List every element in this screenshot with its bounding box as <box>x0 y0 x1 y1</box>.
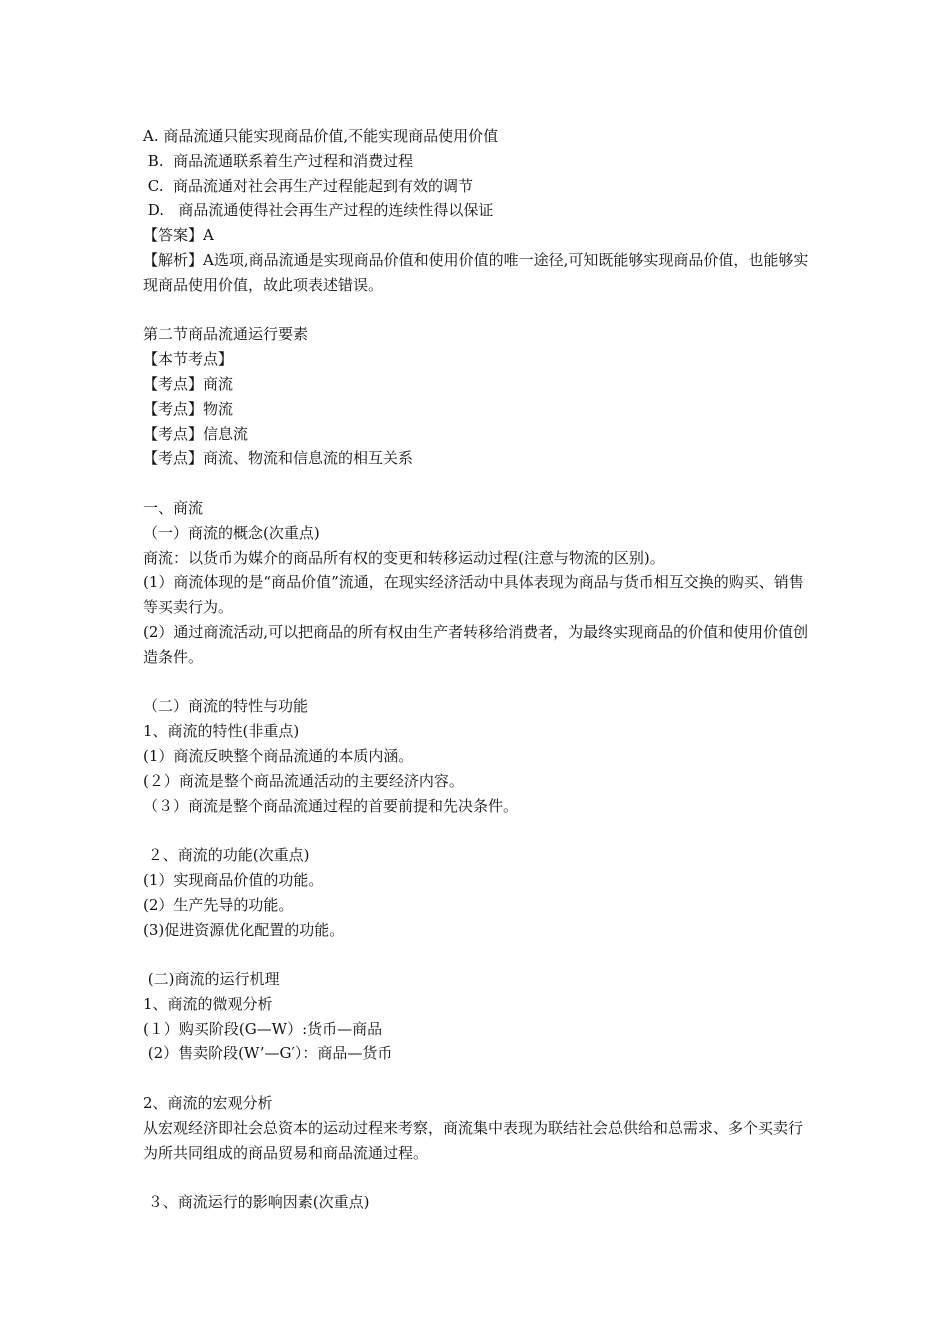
paragraph-gap <box>143 1066 815 1091</box>
heading-level-2: （二）商流的特性与功能 <box>143 697 309 716</box>
analysis-paragraph: 【解析】A选项,商品流通是实现商品价值和使用价值的唯一途径,可知既能够实现商品价值，也能够实现商品使用价值，故此项表述错误。 <box>143 250 809 294</box>
key-point-item: 【考点】信息流 <box>143 424 249 443</box>
paragraph-gap <box>143 1165 815 1190</box>
document-page <box>143 124 815 1215</box>
section-title: 第二节商品流通运行要素 <box>143 325 309 344</box>
heading-level-3: 1、商流的特性(非重点) <box>143 722 300 741</box>
option-d: D. 商品流通使得社会再生产过程的连续性得以保证 <box>143 201 494 220</box>
list-item: (2）通过商流活动,可以把商品的所有权由生产者转移给消费者，为最终实现商品的价值和使用价值创造条件。 <box>143 622 809 666</box>
question-options-block <box>143 124 815 298</box>
paragraph-gap <box>143 471 815 496</box>
list-item: (3)促进资源优化配置的功能。 <box>143 920 345 939</box>
heading-level-3: ２、商流的功能(次重点) <box>143 846 310 865</box>
option-b: B. 商品流通联系着生产过程和消费过程 <box>143 151 414 170</box>
key-point-item: 【考点】物流 <box>143 399 234 418</box>
heading-level-3: 1、商流的微观分析 <box>143 994 273 1013</box>
heading-level-2: (二)商流的运行机理 <box>143 970 280 989</box>
commercial-flow-concept-block <box>143 496 815 670</box>
commercial-flow-characteristics-block <box>143 694 815 818</box>
section-key-points-heading: 【本节考点】 <box>143 350 234 369</box>
answer-line: 【答案】A <box>143 226 214 245</box>
list-item: (２）商流是整个商品流通活动的主要经济内容。 <box>143 771 464 790</box>
heading-level-3: ３、商流运行的影响因素(次重点) <box>143 1193 370 1212</box>
list-item: (1）商流反映整个商品流通的本质内涵。 <box>143 746 414 765</box>
list-item: （３）商流是整个商品流通过程的首要前提和先决条件。 <box>143 796 519 815</box>
paragraph-gap <box>143 818 815 843</box>
list-item: (1）商流体现的是“商品价值”流通，在现实经济活动中具体表现为商品与货币相互交换的购买、销售等买卖行为。 <box>143 573 804 617</box>
heading-level-3: 2、商流的宏观分析 <box>143 1094 273 1113</box>
key-point-item: 【考点】商流、物流和信息流的相互关系 <box>143 449 414 468</box>
paragraph-gap <box>143 670 815 695</box>
option-a: A. 商品流通只能实现商品价值,不能实现商品使用价值 <box>143 127 499 145</box>
commercial-flow-factors-block <box>143 1190 815 1215</box>
heading-level-2: （一）商流的概念(次重点) <box>143 523 320 542</box>
section-two-header-block <box>143 322 815 471</box>
commercial-flow-macro-block <box>143 1091 815 1165</box>
paragraph-gap <box>143 298 815 323</box>
list-item: (2）生产先导的功能。 <box>143 895 294 914</box>
list-item: (１）购买阶段(G—W）:货币—商品 <box>143 1019 383 1038</box>
list-item: (1）实现商品价值的功能。 <box>143 870 324 889</box>
definition-line: 商流：以货币为媒介的商品所有权的变更和转移运动过程(注意与物流的区别)。 <box>143 548 665 567</box>
commercial-flow-mechanism-block <box>143 967 815 1066</box>
paragraph-gap <box>143 942 815 967</box>
list-item: (2）售卖阶段(W’—G′）：商品—货币 <box>143 1044 393 1063</box>
heading-level-1: 一、商流 <box>143 498 204 517</box>
key-point-item: 【考点】商流 <box>143 374 234 393</box>
commercial-flow-functions-block <box>143 843 815 942</box>
body-paragraph: 从宏观经济即社会总资本的运动过程来考察，商流集中表现为联结社会总供给和总需求、多个买卖行为所共同组成的商品贸易和商品流通过程。 <box>143 1118 804 1162</box>
option-c: C. 商品流通对社会再生产过程能起到有效的调节 <box>143 176 474 195</box>
